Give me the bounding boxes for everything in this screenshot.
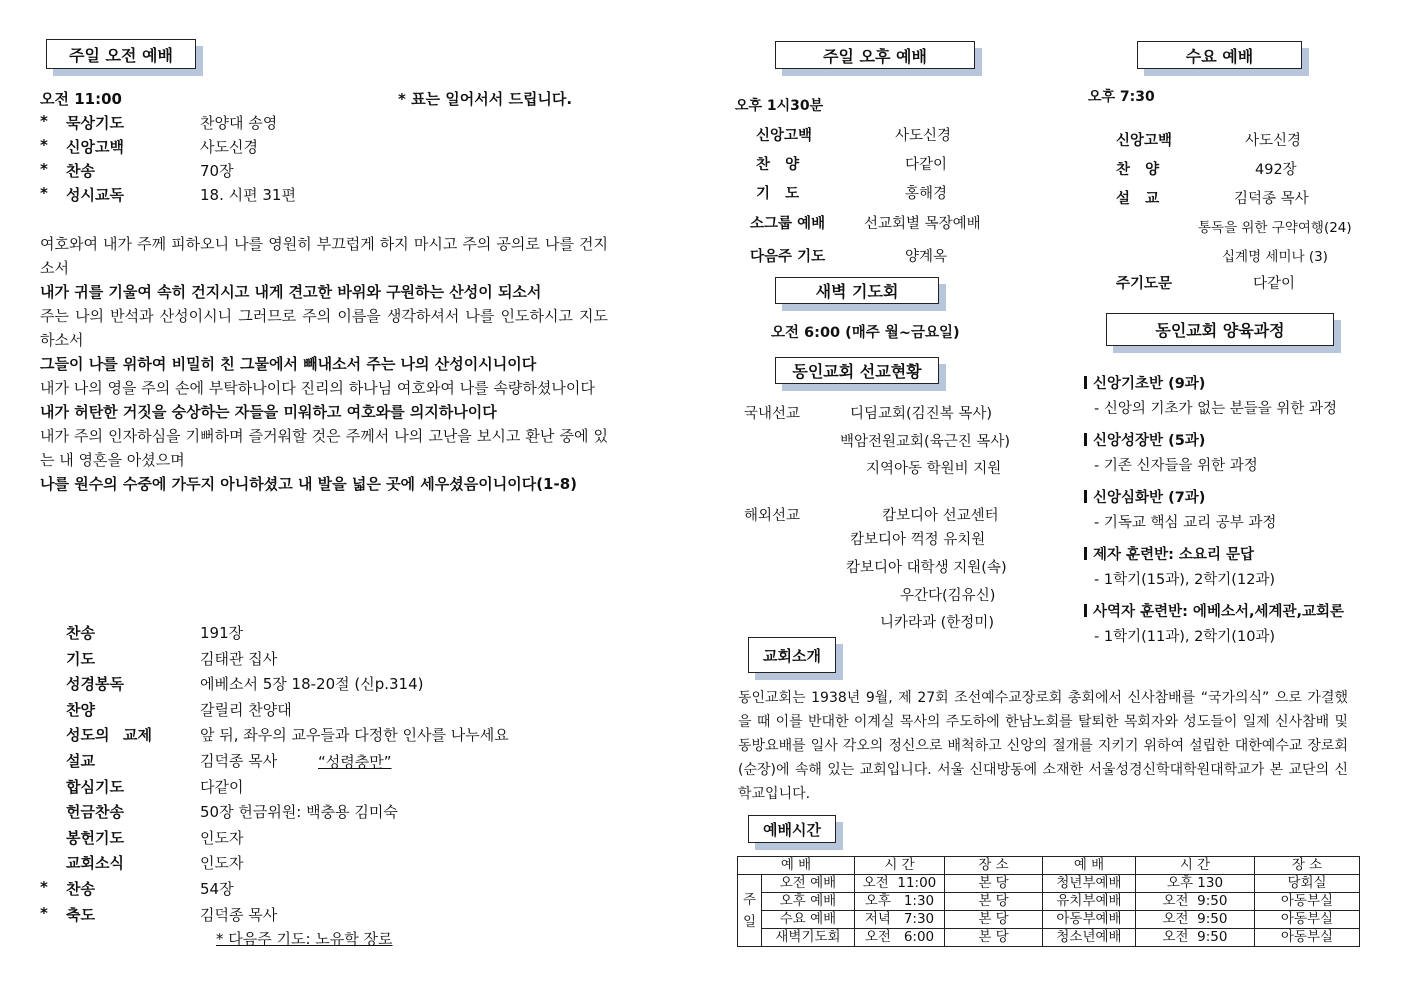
wednesday-order-value: 사도신경 bbox=[1245, 133, 1302, 149]
order-value: 54장 bbox=[200, 880, 234, 898]
dawn-prayer-time: 오전 6:00 (매주 월~금요일) bbox=[771, 325, 960, 341]
order-value: 191장 bbox=[200, 624, 244, 642]
bullet-bar-icon bbox=[1084, 376, 1087, 389]
afternoon-order-label: 기 도 bbox=[756, 186, 800, 202]
schedule-cell: 오전 9:50 bbox=[1136, 893, 1255, 911]
afternoon-order-value: 다같이 bbox=[905, 157, 948, 173]
training-course-label: 제자 훈련반: 소요리 문답 bbox=[1093, 547, 1255, 563]
schedule-cell: 새벽기도회 bbox=[762, 929, 855, 947]
training-course-desc: - 1학기(15과), 2학기(12과) bbox=[1094, 572, 1276, 588]
worship-schedule-table bbox=[737, 856, 1360, 947]
training-course-name bbox=[1084, 429, 1205, 450]
order-mark: * bbox=[40, 112, 48, 130]
schedule-cell: 본 당 bbox=[945, 875, 1043, 893]
reading-verse: 그들이 나를 위하여 비밀히 친 그물에서 빼내소서 주는 나의 산성이시니이다 bbox=[40, 355, 537, 373]
schedule-cell: 본 당 bbox=[945, 911, 1043, 929]
mission-status-title: 동인교회 선교현황 bbox=[775, 357, 939, 384]
schedule-cell: 본 당 bbox=[945, 929, 1043, 947]
church-intro-text: 동인교회는 1938년 9월, 제 27회 조선예수교장로회 총회에서 신사참배를 “국가의식” 으로 가결했을 때 이를 반대한 이계실 목사의 주도하에 한남노회를 탈퇴한 목회자와 성도들이 일제 신사참배 및 동방요배를 일사 각오의 정신으로 배척하고 신앙의 절개를 지키기 위하여 설립한 대한예수교 장로회(순장)에 속해 있는 교회입니다. 서울 신대방동에 소재한 서울성경신학대학원대학교가 본 교단의 신학교입니다. bbox=[738, 690, 1348, 802]
wednesday-closing-value: 다같이 bbox=[1253, 276, 1296, 292]
order-label: 신앙고백 bbox=[66, 138, 124, 156]
schedule-cell: 오전 9:50 bbox=[1136, 929, 1255, 947]
schedule-cell: 본 당 bbox=[945, 893, 1043, 911]
morning-service-title: 주일 오전 예배 bbox=[46, 39, 196, 69]
bullet-bar-icon bbox=[1084, 604, 1087, 617]
wednesday-order-value: 492장 bbox=[1255, 162, 1297, 178]
reading-verse: 나를 원수의 수중에 가두지 아니하셨고 내 발을 넓은 곳에 세우셨음이니이다(1-8) bbox=[40, 475, 578, 493]
schedule-header-place-2: 장 소 bbox=[1255, 857, 1360, 875]
order-label: 교회소식 bbox=[66, 854, 124, 873]
order-label: 찬송 bbox=[66, 624, 95, 642]
afternoon-order-label: 다음주 기도 bbox=[750, 249, 826, 265]
afternoon-order-value: 양계옥 bbox=[905, 249, 948, 265]
wednesday-sermon-line-1: 통독을 위한 구약여행(24) bbox=[1198, 220, 1352, 236]
afternoon-service-title: 주일 오후 예배 bbox=[775, 41, 975, 69]
reading-verse: 내가 나의 영을 주의 손에 부탁하나이다 진리의 하나님 여호와여 나를 속량하셨나이다 bbox=[40, 379, 595, 397]
order-value: 김태관 집사 bbox=[200, 649, 278, 668]
reading-verse: 내가 주의 인자하심을 기뻐하며 즐거워할 것은 주께서 나의 고난을 보시고 환난 중에 있는 내 영혼을 아셨으며 bbox=[40, 427, 608, 469]
schedule-header-service: 예 배 bbox=[738, 857, 855, 875]
bullet-bar-icon bbox=[1084, 433, 1087, 446]
schedule-cell: 오전 9:50 bbox=[1136, 911, 1255, 929]
order-label: 봉헌기도 bbox=[66, 828, 124, 847]
wednesday-order-label: 찬 양 bbox=[1116, 162, 1160, 178]
afternoon-order-label: 찬 양 bbox=[756, 157, 800, 173]
overseas-mission-item: 우간다(김유신) bbox=[900, 588, 996, 604]
wednesday-service-time: 오후 7:30 bbox=[1088, 89, 1155, 105]
order-value: 갈릴리 찬양대 bbox=[200, 700, 292, 719]
order-label: 합심기도 bbox=[66, 777, 124, 796]
training-course-name bbox=[1084, 486, 1205, 507]
schedule-cell: 오전 11:00 bbox=[855, 875, 945, 893]
schedule-row bbox=[738, 893, 1360, 911]
schedule-cell: 오전 예배 bbox=[762, 875, 855, 893]
order-label: 축도 bbox=[66, 905, 95, 924]
afternoon-service-time: 오후 1시30분 bbox=[735, 98, 824, 114]
order-value: 70장 bbox=[200, 162, 234, 180]
order-mark: * bbox=[40, 184, 48, 202]
schedule-cell: 청소년예배 bbox=[1043, 929, 1136, 947]
schedule-cell: 아동부실 bbox=[1255, 911, 1360, 929]
next-week-prayer: * 다음주 기도: 노유학 장로 bbox=[216, 930, 393, 948]
wednesday-order-label: 설 교 bbox=[1116, 191, 1160, 207]
order-label: 헌금찬송 bbox=[66, 803, 124, 822]
schedule-cell: 오후 1:30 bbox=[855, 893, 945, 911]
schedule-row bbox=[738, 911, 1360, 929]
schedule-row bbox=[738, 875, 1360, 893]
order-value: 50장 헌금위원: 백충용 김미숙 bbox=[200, 803, 398, 822]
order-label: 성도의 교제 bbox=[66, 726, 152, 745]
order-mark: * bbox=[40, 903, 48, 922]
afternoon-order-value: 홍해경 bbox=[905, 186, 948, 202]
overseas-mission-label: 해외선교 bbox=[744, 508, 801, 524]
training-course-title: 동인교회 양육과정 bbox=[1106, 313, 1334, 346]
schedule-cell: 당회실 bbox=[1255, 875, 1360, 893]
morning-service-time: 오전 11:00 bbox=[40, 90, 122, 108]
order-value: 다같이 bbox=[200, 777, 244, 796]
dawn-prayer-title: 새벽 기도회 bbox=[775, 277, 939, 304]
schedule-header-time-2: 시 간 bbox=[1136, 857, 1255, 875]
training-course-label: 신앙심화반 (7과) bbox=[1093, 490, 1206, 506]
schedule-cell: 청년부예배 bbox=[1043, 875, 1136, 893]
bullet-bar-icon bbox=[1084, 490, 1087, 503]
training-course-desc: - 기독교 핵심 교리 공부 과정 bbox=[1094, 515, 1277, 531]
order-value: 앞 뒤, 좌우의 교우들과 다정한 인사를 나누세요 bbox=[200, 726, 509, 745]
order-label: 찬송 bbox=[66, 162, 95, 180]
domestic-mission-item: 디딤교회(김진복 목사) bbox=[850, 406, 992, 422]
training-course-desc: - 기존 신자들을 위한 과정 bbox=[1094, 458, 1258, 474]
schedule-cell: 저녁 7:30 bbox=[855, 911, 945, 929]
schedule-cell: 수요 예배 bbox=[762, 911, 855, 929]
training-course-label: 신앙성장반 (5과) bbox=[1093, 433, 1206, 449]
order-value: 찬양대 송영 bbox=[200, 114, 278, 132]
responsive-reading bbox=[40, 232, 608, 496]
domestic-mission-item: 지역아동 학원비 지원 bbox=[866, 461, 1002, 477]
schedule-header-row bbox=[738, 857, 1360, 875]
order-mark: * bbox=[40, 878, 48, 896]
schedule-cell: 아동부실 bbox=[1255, 929, 1360, 947]
schedule-cell: 아동부예배 bbox=[1043, 911, 1136, 929]
schedule-header-service-2: 예 배 bbox=[1043, 857, 1136, 875]
schedule-cell: 오후 예배 bbox=[762, 893, 855, 911]
order-value: 인도자 bbox=[200, 854, 244, 873]
training-course-label: 신앙기초반 (9과) bbox=[1093, 376, 1206, 392]
worship-time-title: 예배시간 bbox=[748, 815, 836, 843]
wednesday-sermon-line-2: 십계명 세미나 (3) bbox=[1222, 249, 1328, 265]
order-label: 묵상기도 bbox=[66, 114, 124, 132]
church-intro-title: 교회소개 bbox=[748, 637, 836, 673]
schedule-cell: 유치부예배 bbox=[1043, 893, 1136, 911]
training-course-name bbox=[1084, 543, 1254, 564]
wednesday-service-title: 수요 예배 bbox=[1137, 41, 1302, 69]
schedule-cell: 아동부실 bbox=[1255, 893, 1360, 911]
overseas-mission-item: 캄보디아 꺽정 유치원 bbox=[850, 532, 986, 548]
overseas-mission-item: 캄보디아 대학생 지원(속) bbox=[846, 560, 1007, 576]
reading-verse: 여호와여 내가 주께 피하오니 나를 영원히 부끄럽게 하지 마시고 주의 공의로 나를 건지소서 bbox=[40, 235, 608, 277]
wednesday-order-value: 김덕종 목사 bbox=[1234, 191, 1309, 207]
order-value: 인도자 bbox=[200, 828, 244, 847]
overseas-mission-item: 니카라과 (한정미) bbox=[880, 615, 994, 631]
domestic-mission-item: 백암전원교회(육근진 목사) bbox=[840, 434, 1010, 450]
order-value: 사도신경 bbox=[200, 138, 258, 156]
reading-verse: 내가 허탄한 거짓을 숭상하는 자들을 미워하고 여호와를 의지하나이다 bbox=[40, 403, 497, 421]
afternoon-order-label: 소그룹 예배 bbox=[750, 216, 826, 232]
training-course-name bbox=[1084, 600, 1344, 621]
order-label: 찬송 bbox=[66, 880, 95, 898]
order-label: 기도 bbox=[66, 649, 95, 668]
bullet-bar-icon bbox=[1084, 547, 1087, 560]
order-mark: * bbox=[40, 160, 48, 178]
order-label: 성경봉독 bbox=[66, 675, 124, 694]
order-value: 김덕종 목사 bbox=[200, 752, 278, 770]
training-course-name bbox=[1084, 372, 1205, 393]
afternoon-order-value: 선교회별 목장예배 bbox=[864, 216, 981, 232]
schedule-header-place: 장 소 bbox=[945, 857, 1043, 875]
domestic-mission-label: 국내선교 bbox=[744, 406, 801, 422]
order-label: 설교 bbox=[66, 752, 95, 770]
schedule-row bbox=[738, 929, 1360, 947]
training-course-label: 사역자 훈련반: 에베소서,세계관,교회론 bbox=[1093, 604, 1345, 620]
standing-note: * 표는 일어서서 드립니다. bbox=[398, 90, 573, 108]
afternoon-order-label: 신앙고백 bbox=[756, 128, 813, 144]
wednesday-order-label: 신앙고백 bbox=[1116, 133, 1173, 149]
schedule-side-label: 주일 bbox=[738, 875, 762, 947]
schedule-cell: 오후 130 bbox=[1136, 875, 1255, 893]
order-value: 18. 시편 31편 bbox=[200, 186, 296, 204]
order-value: 김덕종 목사 bbox=[200, 905, 278, 924]
overseas-mission-item: 캄보디아 선교센터 bbox=[882, 508, 999, 524]
order-label: 찬양 bbox=[66, 700, 95, 719]
schedule-cell: 오전 6:00 bbox=[855, 929, 945, 947]
afternoon-order-value: 사도신경 bbox=[895, 128, 952, 144]
training-course-desc: - 신앙의 기초가 없는 분들을 위한 과정 bbox=[1094, 401, 1337, 417]
reading-verse: 내가 귀를 기울여 속히 건지시고 내게 견고한 바위와 구원하는 산성이 되소서 bbox=[40, 283, 542, 301]
order-label: 성시교독 bbox=[66, 186, 124, 204]
reading-verse: 주는 나의 반석과 산성이시니 그러므로 주의 이름을 생각하셔서 나를 인도하시고 지도하소서 bbox=[40, 307, 608, 349]
schedule-header-time: 시 간 bbox=[855, 857, 945, 875]
sermon-title: “성령충만” bbox=[318, 753, 392, 771]
training-course-desc: - 1학기(11과), 2학기(10과) bbox=[1094, 629, 1276, 645]
order-value: 에베소서 5장 18-20절 (신p.314) bbox=[200, 675, 424, 694]
wednesday-closing-label: 주기도문 bbox=[1116, 276, 1173, 292]
order-mark: * bbox=[40, 136, 48, 154]
